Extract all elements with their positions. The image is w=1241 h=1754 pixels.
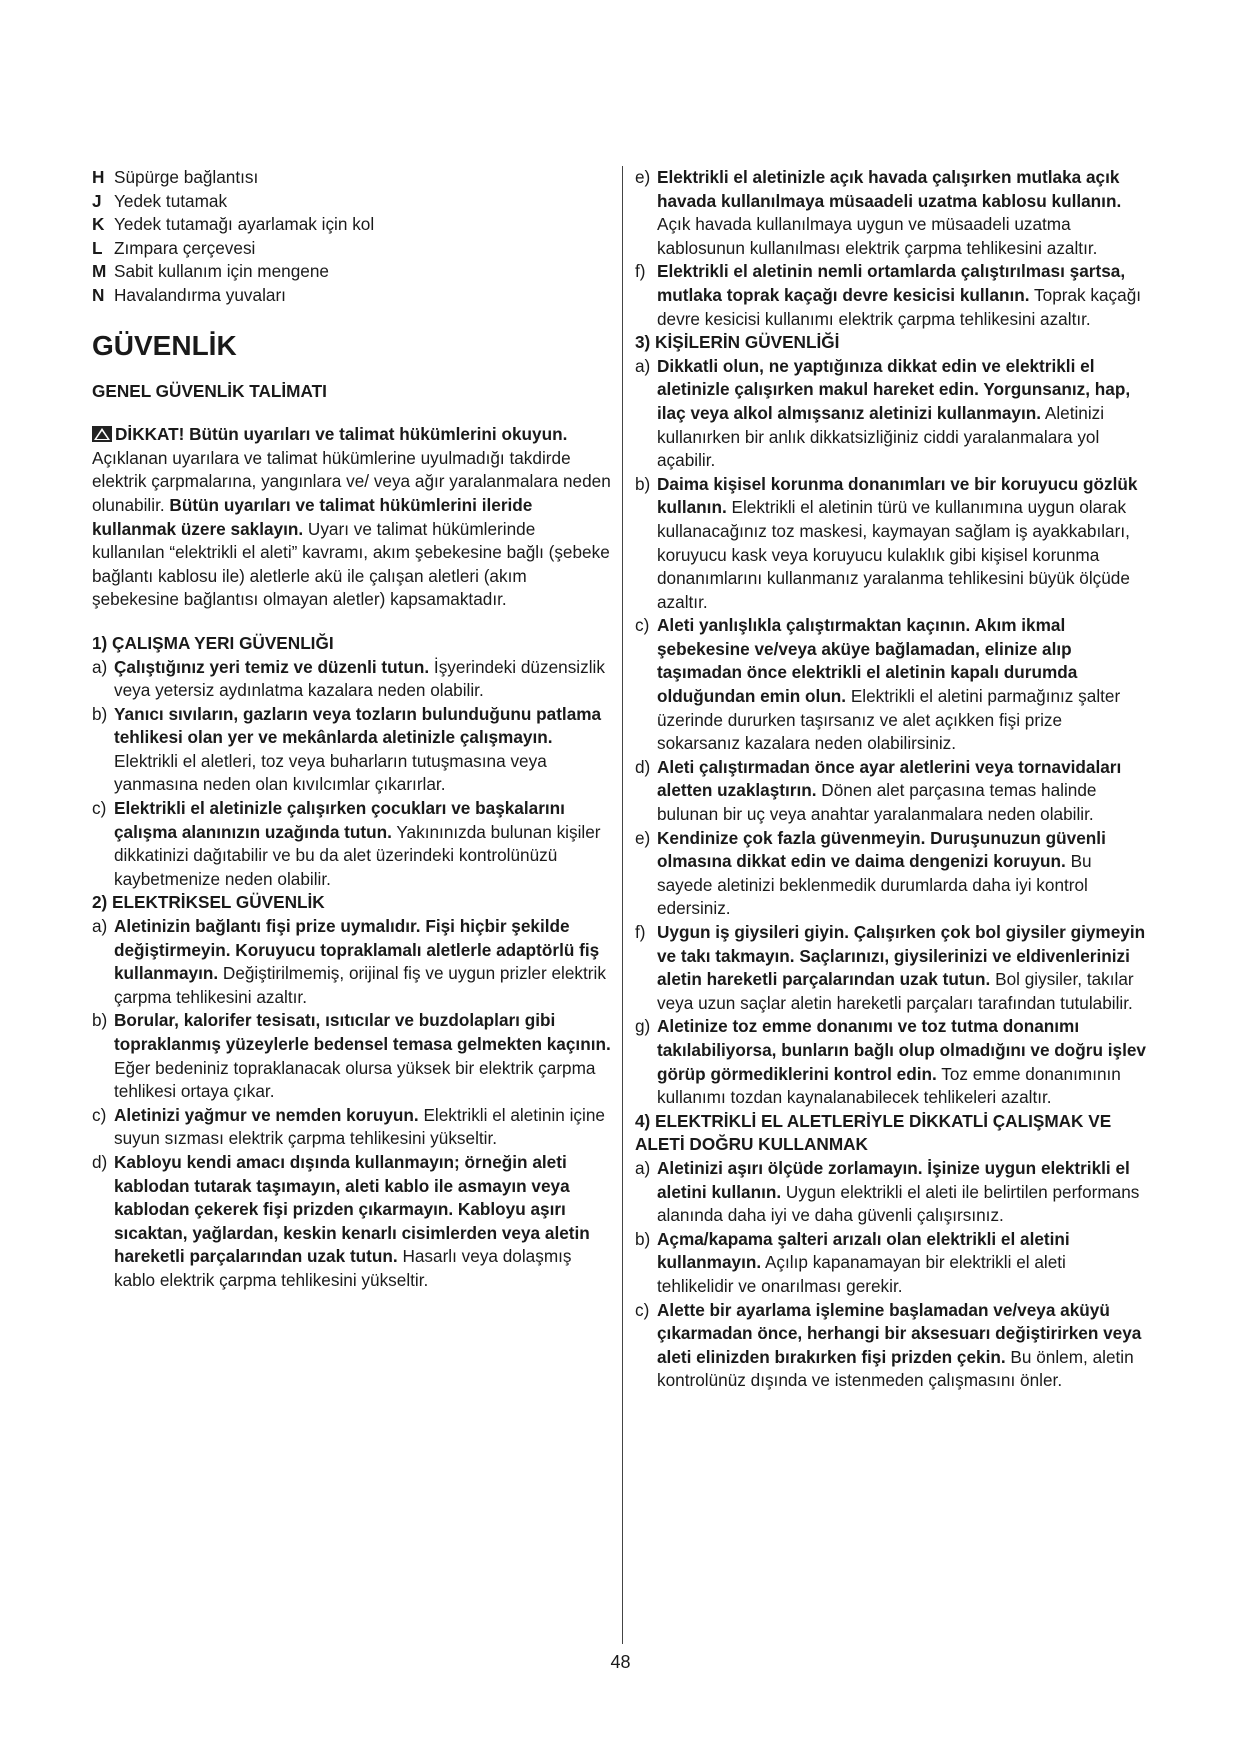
- legend-letter: H: [92, 167, 105, 187]
- warning-text-2: Uyarı ve talimat hükümlerinde kullanılan “elektrikli el aleti” kavramı, akım şebekesine bağlı (şebeke bağlantı kablosu ile) aletlerle akü ile çalışan aletleri (akım şebekesine bağlantısı olmayan aletler) kapsamaktadır.: [92, 518, 610, 610]
- right-column: [635, 166, 1147, 1393]
- item-label: g): [635, 1016, 651, 1037]
- item-bold-text: Elektrikli el aletinizle çalışırken çocukları ve başkalarını çalışma alanınızın uzağında tutun.: [114, 798, 565, 842]
- item-text: Aletinizi kullanırken bir anlık dikkatsizliğiniz ciddi yaralanmalara yol açabilir.: [657, 402, 1105, 471]
- item-bold-text: Uygun iş giysileri giyin. Çalışırken çok bol giysiler giymeyin ve takı takmayın. Saçlarınızı, giysilerinizi ve eldivenlerinizi aletin hareketli parçalarından uzak tutun.: [657, 922, 1146, 990]
- item-text: Eğer bedeniniz topraklanacak olursa yüksek bir elektrik çarpma tehlikesi ortaya çıkar.: [114, 1057, 596, 1102]
- legend-text: Yedek tutamak: [114, 190, 228, 211]
- list-item: [92, 1009, 612, 1103]
- section-heading: 1) ÇALIŞMA YERI GÜVENLIĞI: [92, 632, 334, 653]
- right-sections: [635, 331, 1147, 1393]
- section-heading: 3) KİŞİLERİN GÜVENLİĞİ: [635, 332, 840, 353]
- item-bold-text: Elektrikli el aletinizle açık havada çalışırken mutlaka açık havada kullanılmaya müsaadeli uzatma kablosu kullanın.: [657, 167, 1122, 211]
- item-label: f): [635, 261, 646, 282]
- item-bold-text: Elektrikli el aletinin nemli ortamlarda çalıştırılması şartsa, mutlaka toprak kaçağı devre kesicisi kullanın.: [657, 261, 1126, 305]
- list-item: [92, 915, 612, 1009]
- item-label: c): [635, 1299, 650, 1320]
- warning-bold-2: Bütün uyarıları ve talimat hükümlerini ileride kullanmak üzere saklayın.: [92, 494, 533, 539]
- legend-letter: J: [92, 190, 102, 211]
- item-label: e): [635, 167, 651, 187]
- section-heading: 4) ELEKTRİKLİ EL ALETLERİYLE DİKKATLİ ÇALIŞMAK VE ALETİ DOĞRU KULLANMAK: [635, 1110, 1112, 1155]
- item-bold-text: Aletinize toz emme donanımı ve toz tutma donanımı takılabiliyorsa, bunların bağlı olup olmadığını ve doğru işlev görüp görmediklerini kontrol edin.: [657, 1016, 1146, 1084]
- list-item: [635, 614, 1147, 756]
- item-text: Elektrikli el aletinin içine suyun sızması elektrik çarpma tehlikesini yükseltir.: [114, 1104, 605, 1149]
- item-bold-text: Aletinizin bağlantı fişi prize uymalıdır. Fişi hiçbir şekilde değiştirmeyin. Koruyucu topraklamalı aletlerle adaptörlü fiş kullanmayın.: [114, 916, 600, 984]
- legend-row: [92, 190, 612, 214]
- item-bold-text: Yanıcı sıvıların, gazların veya tozların bulunduğunu patlama tehlikesi olan yer ve mekânlarda aletinizle çalışmayın.: [114, 703, 602, 748]
- list-item: [635, 1299, 1147, 1393]
- legend-row: [92, 166, 612, 190]
- right-pre-items: [635, 166, 1147, 331]
- item-label: d): [92, 1151, 108, 1172]
- list-item: [635, 1157, 1147, 1228]
- legend-letter: N: [92, 284, 105, 305]
- legend-row: [92, 213, 612, 237]
- left-column: [92, 166, 612, 1293]
- legend-text: Süpürge bağlantısı: [114, 167, 259, 187]
- legend-text: Yedek tutamağı ayarlamak için kol: [114, 214, 375, 235]
- item-bold-text: Kendinize çok fazla güvenmeyin. Duruşunuzun güvenli olmasına dikkat edin ve daima dengenizi koruyun.: [657, 827, 1106, 872]
- item-text: Elektrikli el aletleri, toz veya buharların tutuşmasına veya yanmasına neden olan kıvılcımlar çıkarırlar.: [114, 750, 547, 795]
- item-bold-text: Borular, kalorifer tesisatı, ısıtıcılar ve buzdolapları gibi topraklanmış yüzeylerle bedensel temasa gelmekten kaçının.: [114, 1010, 611, 1054]
- item-label: c): [92, 798, 107, 819]
- parts-legend: [92, 166, 612, 308]
- item-label: a): [92, 656, 108, 677]
- legend-row: [92, 284, 612, 308]
- item-label: f): [635, 922, 646, 942]
- page-title: GÜVENLİK: [92, 329, 237, 361]
- legend-letter: L: [92, 237, 103, 258]
- legend-row: [92, 260, 612, 284]
- item-text: Hasarlı veya dolaşmış kablo elektrik çarpma tehlikesini yükseltir.: [114, 1246, 572, 1290]
- item-bold-text: Kabloyu kendi amacı dışında kullanmayın; örneğin aleti kablodan tutarak taşımayın, aleti kablo ile asmayın veya kablodan çekerek fişi prizden çıkarmayın. Kabloyu aşırı sıcaktan, yağlardan, keskin kenarlı cisimlerden veya aletin hareketli parçalarından uzak tutun.: [114, 1151, 590, 1267]
- item-label: b): [92, 1010, 108, 1031]
- item-label: c): [635, 615, 650, 636]
- item-bold-text: Aletinizi yağmur ve nemden koruyun.: [114, 1104, 419, 1125]
- list-item: [635, 827, 1147, 921]
- item-text: Elektrikli el aletinin türü ve kullanımına uygun olarak kullanacağınız toz maskesi, kaymayan sağlam iş ayakkabıları, koruyucu kask veya koruyucu kulaklık gibi kişisel korunma donanımlarını kullanmanız yaralanma tehlikesini büyük ölçüde azaltır.: [657, 497, 1130, 612]
- item-text: Açılıp kapanamayan bir elektrikli el aleti tehlikelidir ve onarılması gerekir.: [657, 1252, 1066, 1296]
- list-item: [635, 921, 1147, 1015]
- item-label: b): [635, 473, 651, 494]
- item-label: c): [92, 1104, 107, 1125]
- list-item: [635, 756, 1147, 827]
- page-number: 48: [610, 1652, 631, 1672]
- legend-row: [92, 237, 612, 261]
- item-bold-text: Dikkatli olun, ne yaptığınıza dikkat edin ve elektrikli el aletinizle çalışırken makul hareket edin. Yorgunsanız, hap, ilaç veya alkol almışsanız aletinizi kullanmayın.: [657, 355, 1131, 423]
- item-label: e): [635, 827, 651, 848]
- warning-text-1: Açıklanan uyarılara ve talimat hükümlerine uyulmadığı takdirde elektrik çarpmalarına, yangınlara ve/ veya ağır yaralanmalara neden olunabilir.: [92, 447, 611, 515]
- list-item: [635, 473, 1147, 615]
- item-text: Elektrikli el aletini parmağınız şalter üzerinde dururken taşırsanız ve alet açıkken fişi prize sokarsanız kazalara neden olabilirsiniz.: [657, 686, 1121, 754]
- item-text: Bu sayede aletinizi beklenmedik durumlarda daha iyi kontrol edersiniz.: [657, 851, 1092, 919]
- item-text: İşyerindeki düzensizlik veya yetersiz aydınlatma kazalara neden olabilir.: [114, 656, 605, 701]
- item-bold-text: Alette bir ayarlama işlemine başlamadan ve/veya aküyü çıkarmadan önce, herhangi bir aksesuarı değiştirirken veya aleti elinizden bırakırken fişi prizden çekin.: [657, 1299, 1142, 1367]
- list-item: [92, 656, 612, 703]
- item-bold-text: Çalıştığınız yeri temiz ve düzenli tutun.: [114, 656, 430, 677]
- item-label: a): [92, 916, 108, 937]
- item-text: Değiştirilmemiş, orijinal fiş ve uygun prizler elektrik çarpma tehlikesini azaltır.: [114, 963, 606, 1007]
- item-text: Uygun elektrikli el aleti ile belirtilen performans alanında daha iyi ve daha güvenli çalışırsınız.: [657, 1181, 1140, 1226]
- legend-letter: M: [92, 261, 107, 282]
- item-bold-text: Aleti çalıştırmadan önce ayar aletlerini veya tornavidaları aletten uzaklaştırın.: [657, 756, 1122, 801]
- warning-paragraph: [92, 423, 612, 612]
- list-item: [92, 1104, 612, 1151]
- list-item: [635, 1015, 1147, 1109]
- item-label: b): [92, 703, 108, 724]
- item-text: Bu önlem, aletin kontrolünüz dışında ve istenmeden çalışmasını önler.: [657, 1346, 1134, 1391]
- legend-letter: K: [92, 214, 105, 235]
- section-heading: 2) ELEKTRİKSEL GÜVENLİK: [92, 892, 325, 913]
- list-item: [92, 703, 612, 797]
- list-item: [635, 1228, 1147, 1299]
- left-sections: [92, 632, 612, 1293]
- item-bold-text: Açma/kapama şalteri arızalı olan elektrikli el aletini kullanmayın.: [657, 1228, 1070, 1273]
- item-text: Dönen alet parçasına temas halinde bulunan bir uç veya anahtar yaralanmalara neden olabilir.: [657, 780, 1097, 825]
- item-text: Yakınınızda bulunan kişiler dikkatinizi dağıtabilir ve bu da alet üzerindeki kontrolünüzü kaybetmenize neden olabilir.: [114, 821, 601, 889]
- list-item: [92, 797, 612, 891]
- item-label: d): [635, 756, 651, 777]
- item-label: a): [635, 1157, 651, 1178]
- legend-text: Sabit kullanım için mengene: [114, 261, 329, 282]
- list-item: [92, 1151, 612, 1293]
- list-item: [635, 166, 1147, 260]
- item-label: b): [635, 1228, 651, 1249]
- list-item: [635, 355, 1147, 473]
- item-text: Toprak kaçağı devre kesicisi kullanımı elektrik çarpma tehlikesini azaltır.: [657, 284, 1142, 329]
- item-bold-text: Aleti yanlışlıkla çalıştırmaktan kaçının. Akım ikmal şebekesine ve/veya aküye bağlamadan, elinize alıp taşımadan önce elektrikli el aletinin kapalı durumda olduğundan emin olun.: [657, 615, 1078, 707]
- general-safety-heading: GENEL GÜVENLİK TALİMATI: [92, 380, 327, 401]
- list-item: [635, 260, 1147, 331]
- item-text: Açık havada kullanılmaya uygun ve müsaadeli uzatma kablosunun kullanılması elektrik çarpma tehlikesini azaltır.: [657, 214, 1098, 258]
- warning-bold-1: DİKKAT! Bütün uyarıları ve talimat hükümlerini okuyun.: [115, 424, 568, 445]
- item-bold-text: Daima kişisel korunma donanımları ve bir koruyucu gözlük kullanın.: [657, 473, 1138, 518]
- legend-text: Havalandırma yuvaları: [114, 284, 286, 305]
- item-text: Toz emme donanımının kullanımı tozdan kaynalanabilecek tehlikeleri azaltır.: [657, 1063, 1121, 1108]
- legend-text: Zımpara çerçevesi: [114, 237, 256, 258]
- item-text: Bol giysiler, takılar veya uzun saçlar aletin hareketli parçaları tarafından tutulabilir.: [657, 969, 1134, 1013]
- warning-triangle-icon: [92, 426, 112, 442]
- column-divider: [622, 166, 623, 1644]
- item-label: a): [635, 355, 651, 376]
- item-bold-text: Aletinizi aşırı ölçüde zorlamayın. İşinize uygun elektrikli el aletini kullanın.: [657, 1157, 1130, 1202]
